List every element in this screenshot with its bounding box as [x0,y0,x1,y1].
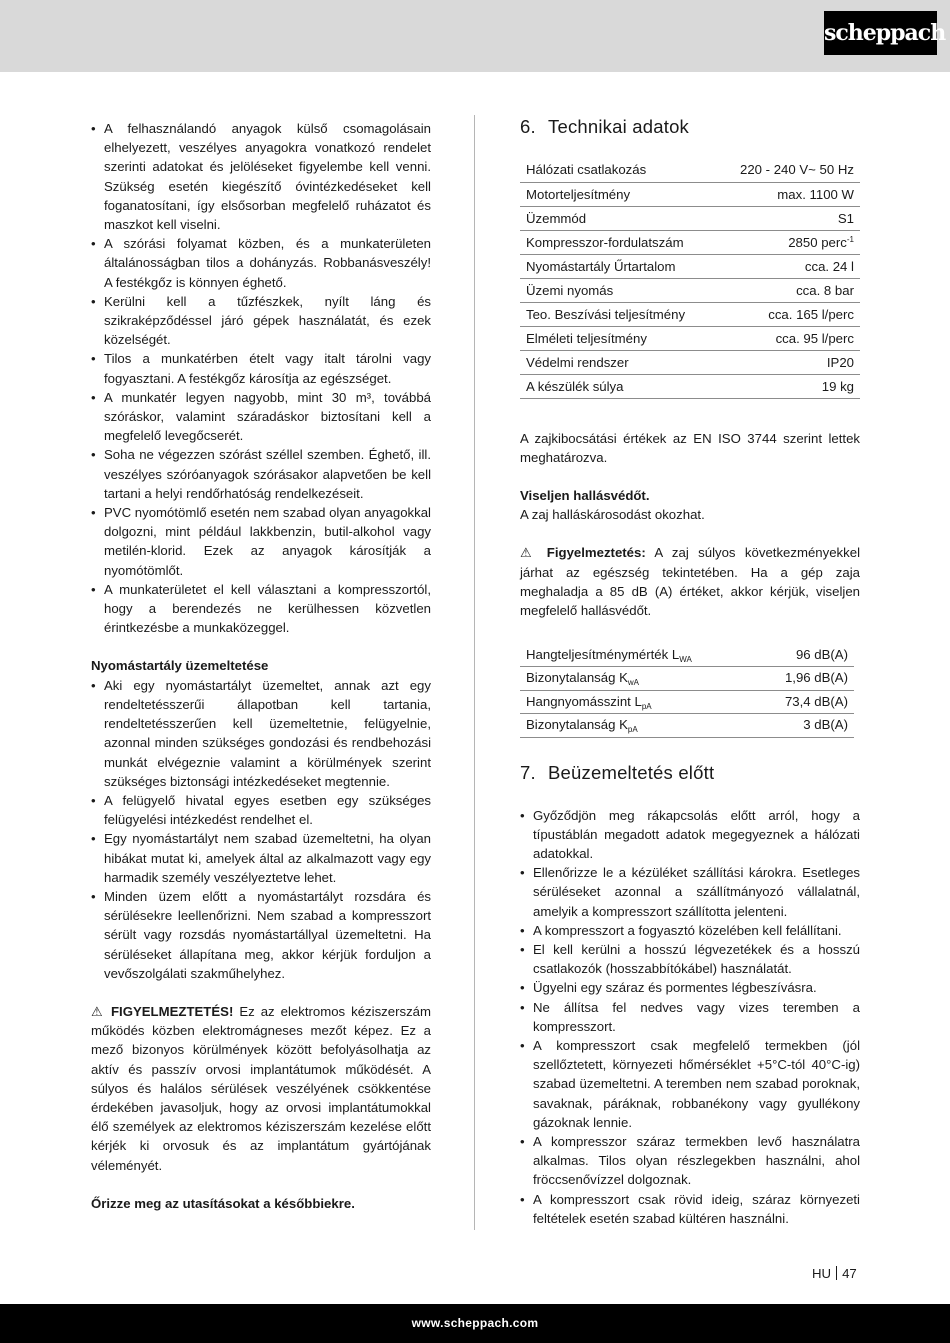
right-column [520,114,860,1228]
warning-label: FIGYELMEZTETÉS! [110,1003,234,1019]
emf-warning [91,1002,431,1175]
list-item: • Soha ne végezzen szórást széllel szemben. Éghető, ill. veszélyes szóróanyagok szórásakor alapvetően be kell tartani a helyi rendőrhatóság rendelkezéseit. [91,445,431,503]
spec-value: max. 1100 W [716,182,860,206]
language-code: HU [812,1266,832,1281]
list-item: • Ellenőrizze le a kézüléket szállítási károkra. Esetleges sérüléseket azonnal a szállítmányozó vállalatnál, amelyik a kompresszort szállította jelenteni. [520,863,860,921]
table-row [520,374,860,398]
spec-label: Elméleti teljesítmény [520,326,716,350]
noise-label [520,667,755,691]
warning-triangle-icon: ⚠ [520,545,538,561]
list-item: • Egy nyomástartályt nem szabad üzemeltetni, ha olyan hibákat mutat ki, amelyek által az alkalmazott vagy egy harmadik személy veszélyeztetve lehet. [91,829,431,887]
list-item: • A felügyelő hivatal egyes esetben egy szükséges felügyelési intézkedést rendelhet el. [91,791,431,829]
list-item: • Kerülni kell a tűzfészkek, nyílt láng és szikraképződéssel járó gépek használatát, és ezek közelségét. [91,292,431,350]
spec-label: Nyomástartály Űrtartalom [520,254,716,278]
spec-label: Hálózati csatlakozás [520,158,716,182]
list-item: • Minden üzem előtt a nyomástartályt rozsdára és sérülésekre leellenőrizni. Nem szabad a kompresszort sérült vagy rozsdás nyomástartállyal üzemeltetni. Ha sérüléseket állapítana meg, akkor kérjük forduljon a vevőszolgálati szakműhelyhez. [91,887,431,983]
list-item: • Ügyelni egy száraz és pormentes légbeszívásra. [520,978,860,997]
list-item: • El kell kerülni a hosszú légvezetékek és a hosszú csatlakozók (hosszabbítókábel) használatát. [520,940,860,978]
noise-table [520,643,854,738]
keep-instructions: Őrizze meg az utasításokat a későbbiekre. [91,1195,355,1211]
table-row [520,326,860,350]
noise-label-text: Bizonytalanság K [526,717,628,733]
noise-value: 96 dB(A) [755,643,854,667]
list-item: • Győződjön meg rákapcsolás előtt arról, hogy a típustáblán megadott adatok megegyeznek a hálózati adatokkal. [520,806,860,864]
list-item: • Aki egy nyomástartályt üzemeltet, annak azt egy rendeltetésszerűi állapotban kell tartania, rendeltetésszerűen kell üzemeltetnie, felügyelnie, azonnal minden szükséges gondozási és rendbehozási munkát elvégeznie valamint a körülmények szerint szükséges biztonsági intézkedéseket megtennie. [91,676,431,791]
list-item: • A kompresszor száraz termekben levő használatra alkalmas. Tilos olyan részlegekben használni, ahol fröccsenővízzel dolgoznak. [520,1132,860,1190]
noise-label [520,690,755,714]
noise-caution [520,543,860,620]
caution-label: Figyelmeztetés: [546,545,646,561]
section-number: 7. [520,761,536,783]
list-item: • A kompresszort a fogyasztó közelében kell felállítani. [520,921,860,940]
section-7-heading [520,760,860,786]
footer-band [0,1304,950,1343]
list-item: • A munkatér legyen nagyobb, mint 30 m³, továbbá szóráskor, valamint száradáskor biztosítani kell a megfelelő levegőcserét. [91,388,431,446]
warning-text: Ez az elektromos kéziszerszám működés közben elektromágneses mezőt képez. Ez a mező bizonyos körülmények között befolyásolhatja az aktív és passzív orvosi implantátumok működését. A súlyos és halálos sérülések veszélyének csökkentése érdekében javasoljuk, hogy az orvosi implantátumokkal élő személyek az elektromos kéziszerszám kezelése előtt kérjék ki orvosuk és az implantátum gyártójának véleményét. [91,1003,431,1173]
noise-label-text: Hangnyomásszint L [526,693,642,709]
separator [836,1266,837,1280]
noise-label-sub: WA [679,654,692,664]
hearing-heading: Viseljen hallásvédőt. [520,487,650,503]
warning-triangle-icon: ⚠ [91,1003,105,1019]
table-row [520,690,854,714]
noise-label-sub: wA [627,678,640,688]
noise-note: A zajkibocsátási értékek az EN ISO 3744 szerint lettek meghatározva. [520,430,860,465]
table-row [520,206,860,230]
spec-value: S1 [716,206,860,230]
noise-label-text: Bizonytalanság K [526,670,628,686]
page-number [812,1265,857,1283]
noise-value: 3 dB(A) [755,714,854,738]
spec-label: Motorteljesítmény [520,182,716,206]
column-divider [474,115,475,1230]
list-item: • Ne állítsa fel nedves vagy vizes teremben a kompresszort. [520,998,860,1036]
noise-label-text: Hangteljesítménymérték L [526,646,680,662]
left-column [91,119,431,1213]
table-row [520,254,860,278]
spec-label: Védelmi rendszer [520,350,716,374]
noise-label-sub: pA [641,701,652,711]
hearing-text: A zaj halláskárosodást okozhat. [520,507,705,523]
table-row [520,182,860,206]
spec-label: A készülék súlya [520,374,716,398]
section-number: 6. [520,116,536,137]
tank-bullets [91,676,431,983]
spec-label: Üzemmód [520,206,716,230]
setup-bullets [520,806,860,1228]
caution-text: A zaj súlyos következményekkel járhat az egészség tekintetében. Ha a gép zaja meghaladja a 85 dB (A) értéket, akkor kérjük, viseljen megfelelő hallásvédőt. [520,545,860,618]
noise-label-sub: pA [627,725,638,735]
table-row [520,302,860,326]
table-row [520,714,854,738]
page-number-value: 47 [842,1266,857,1281]
tank-heading: Nyomástartály üzemeltetése [91,658,269,674]
list-item: • PVC nyomótömlő esetén nem szabad olyan anyagokkal dolgozni, mint például lakkbenzin, butil-alkohol vagy metilén-klorid. Ezek az anyagok károsítják a nyomótömlőt. [91,503,431,580]
spec-value: cca. 24 l [716,254,860,278]
noise-label [520,643,755,667]
spec-value: cca. 95 l/perc [716,326,860,350]
spec-label: Üzemi nyomás [520,278,716,302]
section-title: Beüzemeltetés előtt [548,761,715,783]
spec-value: cca. 8 bar [716,278,860,302]
spec-label: Teo. Beszívási teljesítmény [520,302,716,326]
spec-value: cca. 165 l/perc [716,302,860,326]
spec-value: 19 kg [716,374,860,398]
scheppach-logo: scheppach [824,11,937,55]
noise-value: 1,96 dB(A) [755,667,854,691]
header-band [0,0,950,72]
spec-value-text: 2850 perc [788,234,847,250]
spec-value-sup: -1 [846,234,854,244]
section-title: Technikai adatok [548,116,690,137]
list-item: • A szórási folyamat közben, és a munkaterületen általánosságban tilos a dohányzás. Robbanásveszély! A festékgőz is könnyen éghető. [91,234,431,292]
table-row [520,667,854,691]
table-row [520,278,860,302]
spec-value: IP20 [716,350,860,374]
spec-value: 220 - 240 V~ 50 Hz [716,158,860,182]
website-url: www.scheppach.com [411,1316,539,1330]
noise-label [520,714,755,738]
spec-value [716,230,860,254]
table-row [520,350,860,374]
tech-data-table [520,158,860,399]
section-6-heading [520,114,860,140]
spec-label: Kompresszor-fordulatszám [520,230,716,254]
table-row [520,643,854,667]
noise-value: 73,4 dB(A) [755,690,854,714]
list-item: • A kompresszort csak megfelelő termekben (jól szellőztetett, környezeti hőmérséklet +5°C-tól 40°C-ig) szabad üzemeltetni. A teremben nem szabad poroknak, savaknak, páráknak, robbanékony vagy gyullékony gázoknak lennie. [520,1036,860,1132]
list-item: • Tilos a munkatérben ételt vagy italt tárolni vagy fogyasztani. A festékgőz károsítja az egészséget. [91,349,431,387]
safety-bullets [91,119,431,637]
list-item: • A kompresszort csak rövid ideig, száraz környezeti feltételek esetén szabad kültéren használni. [520,1190,860,1228]
table-row [520,158,860,182]
table-row [520,230,860,254]
list-item: • A felhasználandó anyagok külső csomagolásain elhelyezett, veszélyes anyagokra vonatkozó rendelet szerinti adatokat és jelöléseket figyelembe kell venni. Szükség esetén kiegészítő óvintézkedéseket kell foganatosítani, így elsősorban megfelelő ruházatot és maszkot kell viselni. [91,119,431,234]
list-item: • A munkaterületet el kell választani a kompresszortól, hogy a berendezés ne kerülhessen közvetlen érintkezésbe a munkaközeggel. [91,580,431,638]
